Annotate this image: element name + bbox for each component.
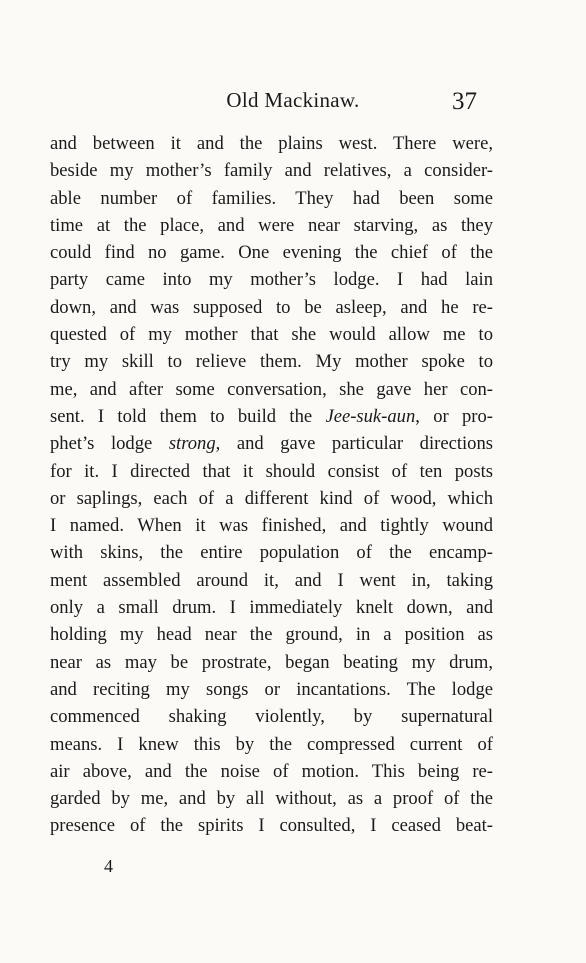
text-line: near as may be prostrate, began beating my drum, [50, 651, 493, 673]
text-line: presence of the spirits I consulted, I ceased beat- [50, 815, 493, 837]
text-line: me, and after some conversation, she gave her con- [50, 378, 493, 400]
text-line: party came into my mother’s lodge. I had lain [50, 269, 493, 291]
page-number: 37 [452, 88, 477, 115]
text-line: down, and was supposed to be asleep, and he re- [50, 296, 493, 318]
text-line: ment assembled around it, and I went in, taking [50, 569, 493, 591]
text-line: for it. I directed that it should consist of ten posts [50, 460, 493, 482]
text-line: only a small drum. I immediately knelt down, and [50, 597, 493, 619]
text-line: sent. I told them to build the Jee-suk-aun, or pro- [50, 405, 493, 427]
text-line: beside my mother’s family and relatives, a consider- [50, 160, 493, 182]
running-title: Old Mackinaw. [226, 88, 360, 112]
text-line: or saplings, each of a different kind of wood, which [50, 487, 493, 509]
text-line: I named. When it was finished, and tightly wound [50, 515, 493, 537]
text-line: could find no game. One evening the chief of the [50, 242, 493, 264]
text-line: time at the place, and were near starving, as they [50, 214, 493, 236]
text-line: try my skill to relieve them. My mother spoke to [50, 351, 493, 373]
signature-mark: 4 [104, 856, 113, 876]
text-line: garded by me, and by all without, as a proof of the [50, 788, 493, 810]
text-line: and between it and the plains west. There were, [50, 133, 493, 154]
text-line: phet’s lodge strong, and gave particular directions [50, 433, 493, 455]
text-line: means. I knew this by the compressed current of [50, 733, 493, 755]
text-line: commenced shaking violently, by supernatural [50, 706, 493, 728]
text-line: quested of my mother that she would allow me to [50, 324, 493, 346]
text-line: air above, and the noise of motion. This being re- [50, 760, 493, 782]
text-line: with skins, the entire population of the encamp- [50, 542, 493, 564]
text-line: and reciting my songs or incantations. The lodge [50, 678, 493, 700]
body-text [50, 130, 493, 840]
text-line: able number of families. They had been some [50, 187, 493, 209]
text-line: holding my head near the ground, in a position as [50, 624, 493, 646]
